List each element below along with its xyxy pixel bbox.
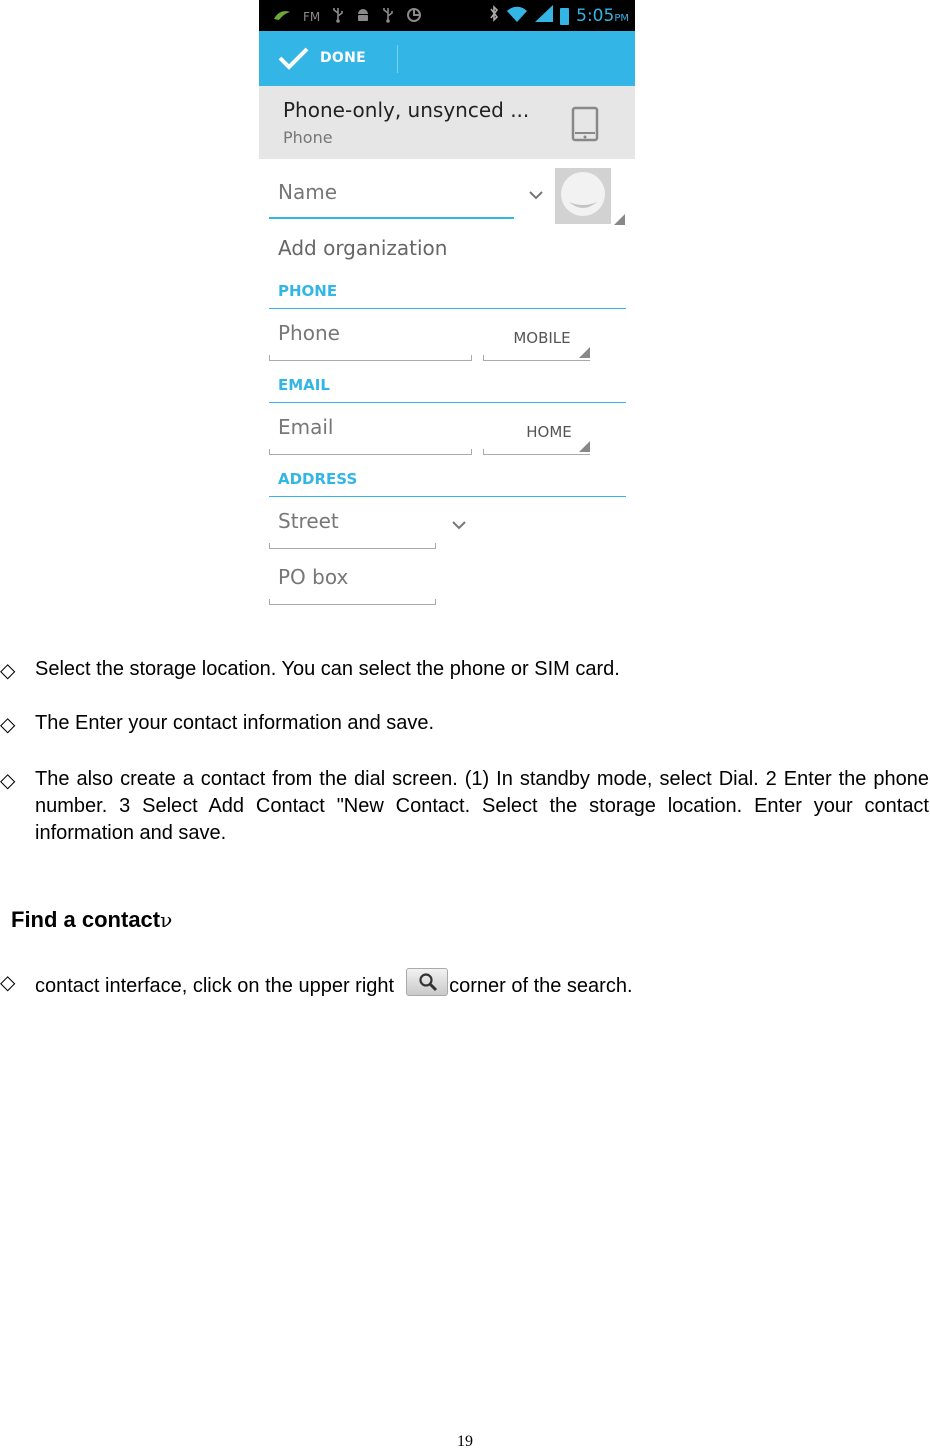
add-organization-link[interactable]: Add organization [278,236,448,260]
section-heading [11,907,172,933]
chevron-down-icon[interactable] [452,520,466,530]
name-field-underline [269,217,514,219]
done-button[interactable] [259,31,397,86]
po-box-field[interactable]: PO box [278,565,349,589]
diamond-bullet-icon: ◇ [0,972,16,994]
diamond-bullet-icon: ◇ [0,770,16,792]
magnifier-icon [418,972,438,992]
phone-section-divider [269,308,626,309]
search-button-image [406,968,448,996]
heading-suffix: ν [160,908,173,932]
phone-type-corner-indicator [579,347,590,358]
email-field-underline [269,454,472,455]
sync-icon [406,7,422,27]
po-box-field-underline [269,604,436,605]
phone-type-dropdown[interactable]: MOBILE [513,329,571,347]
bullet-text: The also create a contact from the dial screen. (1) In standby mode, select Dial. 2 Enter the phone number. 3 Select Add Contact "New Contact. Select the storage location. Enter your contact information and save. [35,768,929,844]
email-section-divider [269,402,626,403]
bluetooth-icon [489,5,499,27]
diamond-bullet-icon: ◇ [0,660,16,682]
signal-icon [535,5,553,27]
email-type-dropdown[interactable]: HOME [526,423,572,441]
action-bar-divider [397,45,398,73]
chevron-down-icon[interactable] [529,190,543,200]
status-clock: 5:05PM [576,6,629,26]
leaf-icon [273,9,291,25]
bullet-text: The Enter your contact information and save. [35,712,435,734]
phone-field-underline [269,360,472,361]
phone-device-icon [571,106,599,142]
diamond-bullet-icon: ◇ [0,714,16,736]
address-section-header: ADDRESS [278,470,358,488]
done-label: DONE [320,50,367,66]
bullet-text [35,968,633,1000]
email-field[interactable]: Email [278,415,334,439]
status-bar [259,0,635,31]
account-selector[interactable] [259,86,635,159]
phone-screenshot [259,0,635,625]
fm-icon: FM [303,10,321,24]
search-text-after: corner of the search. [449,975,633,997]
usb-icon [382,7,394,27]
avatar-corner-indicator [614,214,625,225]
action-bar [259,31,635,86]
wifi-icon [506,5,528,27]
status-system-icons [489,5,629,27]
contact-photo-avatar[interactable] [555,168,611,224]
android-debug-icon [356,7,370,27]
search-text-before: contact interface, click on the upper right [35,975,395,997]
email-section-header: EMAIL [278,376,330,394]
battery-charging-icon [560,8,569,25]
address-section-divider [269,496,626,497]
usb-icon [332,7,344,27]
status-notification-icons [273,7,422,27]
checkmark-icon [277,46,309,70]
person-icon [555,168,611,224]
street-field-underline [269,548,436,549]
street-field[interactable]: Street [278,509,339,533]
phone-section-header: PHONE [278,282,338,300]
email-type-corner-indicator [579,441,590,452]
name-field[interactable]: Name [278,180,338,204]
phone-type-underline [483,360,590,361]
page-number: 19 [457,1433,473,1450]
account-title: Phone-only, unsynced ... [283,98,530,122]
email-type-underline [483,454,590,455]
bullet-text: Select the storage location. You can select the phone or SIM card. [35,658,620,680]
heading-text: Find a contact [11,907,161,932]
phone-field[interactable]: Phone [278,321,340,345]
account-subtitle: Phone [283,128,333,147]
